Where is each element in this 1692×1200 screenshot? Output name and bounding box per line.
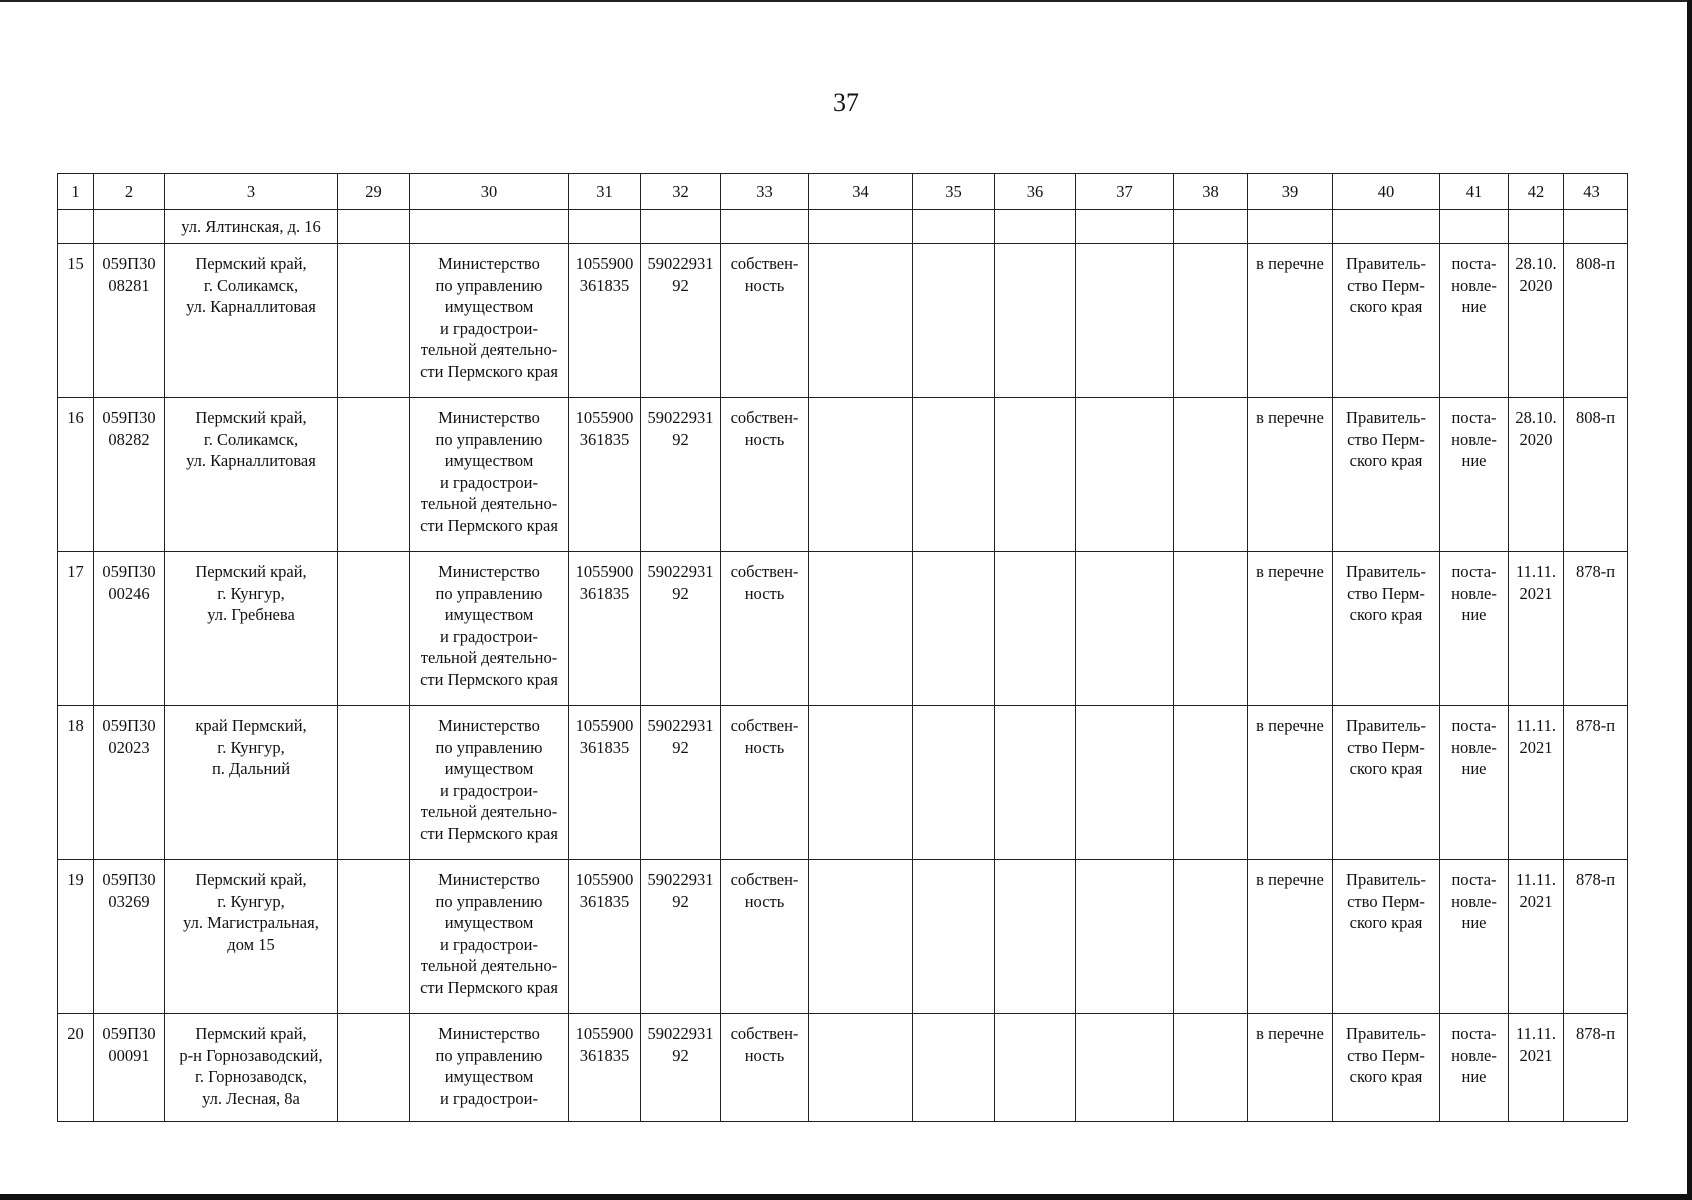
owner-organization: Министерство по управлению имуществом и градострои- тельной деятельно- сти Пермского края — [410, 244, 569, 398]
col-37 — [1076, 244, 1174, 398]
ogrn: 1055900 361835 — [569, 706, 641, 860]
col-header-2: 2 — [94, 174, 165, 210]
col-29 — [338, 244, 410, 398]
act-date: 11.11. 2021 — [1509, 860, 1564, 1014]
col-38 — [1174, 552, 1248, 706]
cadastral-code: 059П30 00091 — [94, 1014, 165, 1122]
col-header-43: 43 — [1564, 174, 1628, 210]
col-header-35: 35 — [913, 174, 995, 210]
cell — [913, 210, 995, 244]
cell — [1564, 210, 1628, 244]
col-37 — [1076, 552, 1174, 706]
list-status: в перечне — [1248, 244, 1333, 398]
col-36 — [995, 860, 1076, 1014]
inn: 59022931 92 — [641, 1014, 721, 1122]
cell — [1076, 210, 1174, 244]
address: край Пермский, г. Кунгур, п. Дальний — [165, 706, 338, 860]
ownership-type: собствен- ность — [721, 552, 809, 706]
col-36 — [995, 552, 1076, 706]
ogrn: 1055900 361835 — [569, 860, 641, 1014]
authority: Правитель- ство Перм- ского края — [1333, 552, 1440, 706]
cadastral-code: 059П30 00246 — [94, 552, 165, 706]
owner-organization: Министерство по управлению имуществом и градострои- тельной деятельно- сти Пермского края — [410, 552, 569, 706]
authority: Правитель- ство Перм- ского края — [1333, 860, 1440, 1014]
continuation-address: ул. Ялтинская, д. 16 — [165, 210, 338, 244]
act-number: 878-п — [1564, 860, 1628, 1014]
col-29 — [338, 552, 410, 706]
list-status: в перечне — [1248, 860, 1333, 1014]
col-29 — [338, 398, 410, 552]
col-37 — [1076, 1014, 1174, 1122]
act-type: поста- новле- ние — [1440, 860, 1509, 1014]
ownership-type: собствен- ность — [721, 860, 809, 1014]
cadastral-code: 059П30 02023 — [94, 706, 165, 860]
col-38 — [1174, 860, 1248, 1014]
act-date: 11.11. 2021 — [1509, 552, 1564, 706]
col-header-29: 29 — [338, 174, 410, 210]
col-header-42: 42 — [1509, 174, 1564, 210]
inn: 59022931 92 — [641, 552, 721, 706]
row-number: 20 — [58, 1014, 94, 1122]
ogrn: 1055900 361835 — [569, 1014, 641, 1122]
col-header-39: 39 — [1248, 174, 1333, 210]
owner-organization: Министерство по управлению имуществом и градострои- — [410, 1014, 569, 1122]
cadastral-code: 059П30 03269 — [94, 860, 165, 1014]
address: Пермский край, р-н Горнозаводский, г. Горнозаводск, ул. Лесная, 8а — [165, 1014, 338, 1122]
col-35 — [913, 552, 995, 706]
table-row — [58, 552, 1628, 706]
ogrn: 1055900 361835 — [569, 552, 641, 706]
col-34 — [809, 1014, 913, 1122]
act-type: поста- новле- ние — [1440, 244, 1509, 398]
col-37 — [1076, 398, 1174, 552]
scan-bottom-edge — [0, 1194, 1692, 1200]
col-header-1: 1 — [58, 174, 94, 210]
page-number: 37 — [833, 88, 859, 117]
col-35 — [913, 1014, 995, 1122]
address: Пермский край, г. Соликамск, ул. Карналлитовая — [165, 398, 338, 552]
col-header-37: 37 — [1076, 174, 1174, 210]
act-type: поста- новле- ние — [1440, 706, 1509, 860]
act-date: 11.11. 2021 — [1509, 1014, 1564, 1122]
col-header-30: 30 — [410, 174, 569, 210]
col-35 — [913, 244, 995, 398]
cell — [1333, 210, 1440, 244]
col-29 — [338, 860, 410, 1014]
cell — [1174, 210, 1248, 244]
cell — [1248, 210, 1333, 244]
row-number: 15 — [58, 244, 94, 398]
scan-top-edge — [0, 0, 1692, 2]
col-34 — [809, 552, 913, 706]
ogrn: 1055900 361835 — [569, 398, 641, 552]
act-type: поста- новле- ние — [1440, 398, 1509, 552]
col-36 — [995, 706, 1076, 860]
col-35 — [913, 706, 995, 860]
col-header-38: 38 — [1174, 174, 1248, 210]
col-36 — [995, 244, 1076, 398]
authority: Правитель- ство Перм- ского края — [1333, 244, 1440, 398]
continuation-row — [58, 210, 1628, 244]
list-status: в перечне — [1248, 1014, 1333, 1122]
col-29 — [338, 706, 410, 860]
ownership-type: собствен- ность — [721, 706, 809, 860]
address: Пермский край, г. Соликамск, ул. Карналлитовая — [165, 244, 338, 398]
col-34 — [809, 860, 913, 1014]
act-date: 28.10. 2020 — [1509, 244, 1564, 398]
col-header-33: 33 — [721, 174, 809, 210]
act-number: 878-п — [1564, 552, 1628, 706]
col-header-34: 34 — [809, 174, 913, 210]
scan-right-edge — [1687, 0, 1692, 1200]
act-number: 878-п — [1564, 1014, 1628, 1122]
cell — [410, 210, 569, 244]
cell — [1440, 210, 1509, 244]
authority: Правитель- ство Перм- ского края — [1333, 1014, 1440, 1122]
ownership-type: собствен- ность — [721, 244, 809, 398]
cell — [338, 210, 410, 244]
col-header-36: 36 — [995, 174, 1076, 210]
authority: Правитель- ство Перм- ского края — [1333, 706, 1440, 860]
row-number: 17 — [58, 552, 94, 706]
act-type: поста- новле- ние — [1440, 552, 1509, 706]
table-row — [58, 860, 1628, 1014]
col-36 — [995, 1014, 1076, 1122]
owner-organization: Министерство по управлению имуществом и градострои- тельной деятельно- сти Пермского края — [410, 398, 569, 552]
col-34 — [809, 706, 913, 860]
inn: 59022931 92 — [641, 398, 721, 552]
col-38 — [1174, 244, 1248, 398]
ownership-type: собствен- ность — [721, 1014, 809, 1122]
registry-table — [57, 173, 1628, 1122]
col-header-3: 3 — [165, 174, 338, 210]
col-34 — [809, 244, 913, 398]
act-number: 878-п — [1564, 706, 1628, 860]
cadastral-code: 059П30 08282 — [94, 398, 165, 552]
cell — [58, 210, 94, 244]
cell — [809, 210, 913, 244]
cell — [721, 210, 809, 244]
table-row — [58, 1014, 1628, 1122]
ogrn: 1055900 361835 — [569, 244, 641, 398]
inn: 59022931 92 — [641, 244, 721, 398]
table-row — [58, 244, 1628, 398]
row-number: 16 — [58, 398, 94, 552]
list-status: в перечне — [1248, 552, 1333, 706]
col-header-32: 32 — [641, 174, 721, 210]
column-number-row — [58, 174, 1628, 210]
col-37 — [1076, 706, 1174, 860]
authority: Правитель- ство Перм- ского края — [1333, 398, 1440, 552]
act-number: 808-п — [1564, 244, 1628, 398]
owner-organization: Министерство по управлению имуществом и градострои- тельной деятельно- сти Пермского края — [410, 860, 569, 1014]
col-38 — [1174, 1014, 1248, 1122]
col-38 — [1174, 706, 1248, 860]
cell — [569, 210, 641, 244]
col-37 — [1076, 860, 1174, 1014]
act-date: 28.10. 2020 — [1509, 398, 1564, 552]
act-number: 808-п — [1564, 398, 1628, 552]
table-body — [58, 174, 1628, 1122]
row-number: 18 — [58, 706, 94, 860]
col-header-41: 41 — [1440, 174, 1509, 210]
cell — [995, 210, 1076, 244]
col-header-40: 40 — [1333, 174, 1440, 210]
table-row — [58, 706, 1628, 860]
col-29 — [338, 1014, 410, 1122]
address: Пермский край, г. Кунгур, ул. Магистральная, дом 15 — [165, 860, 338, 1014]
col-36 — [995, 398, 1076, 552]
inn: 59022931 92 — [641, 706, 721, 860]
col-34 — [809, 398, 913, 552]
cell — [94, 210, 165, 244]
row-number: 19 — [58, 860, 94, 1014]
list-status: в перечне — [1248, 706, 1333, 860]
cell — [641, 210, 721, 244]
owner-organization: Министерство по управлению имуществом и градострои- тельной деятельно- сти Пермского края — [410, 706, 569, 860]
act-type: поста- новле- ние — [1440, 1014, 1509, 1122]
cadastral-code: 059П30 08281 — [94, 244, 165, 398]
list-status: в перечне — [1248, 398, 1333, 552]
cell — [1509, 210, 1564, 244]
col-35 — [913, 398, 995, 552]
act-date: 11.11. 2021 — [1509, 706, 1564, 860]
inn: 59022931 92 — [641, 860, 721, 1014]
table-row — [58, 398, 1628, 552]
col-header-31: 31 — [569, 174, 641, 210]
address: Пермский край, г. Кунгур, ул. Гребнева — [165, 552, 338, 706]
col-35 — [913, 860, 995, 1014]
ownership-type: собствен- ность — [721, 398, 809, 552]
col-38 — [1174, 398, 1248, 552]
